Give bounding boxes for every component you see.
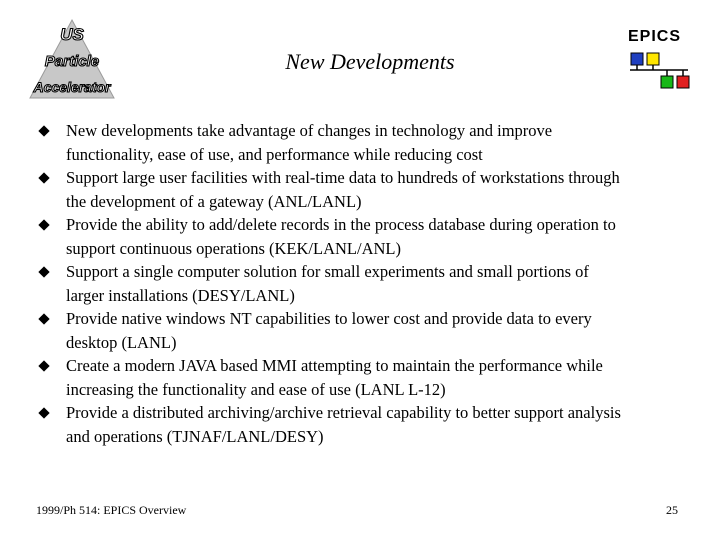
bullet-text: Support a single computer solution for small experiments and small portions of bbox=[66, 262, 589, 281]
footer-course-label: 1999/Ph 514: EPICS Overview bbox=[36, 503, 187, 517]
bullet-item bbox=[38, 166, 688, 213]
bullet-item bbox=[38, 401, 688, 448]
page-number: 25 bbox=[666, 503, 678, 517]
diamond-bullet-icon bbox=[38, 360, 49, 371]
bullet-text: New developments take advantage of changes in technology and improve bbox=[66, 121, 553, 140]
bullet-text: Create a modern JAVA based MMI attempting to maintain the performance while bbox=[66, 356, 603, 375]
bullet-item bbox=[38, 213, 688, 260]
epics-network-icon bbox=[626, 50, 692, 92]
logo-word-accelerator: Accelerator bbox=[33, 79, 111, 95]
diamond-bullet-icon bbox=[38, 407, 49, 418]
node-yellow bbox=[647, 53, 659, 65]
bullet-text: Support large user facilities with real-time data to hundreds of workstations through bbox=[66, 168, 620, 187]
diamond-bullet-icon bbox=[38, 172, 49, 183]
logo-word-particle: Particle bbox=[44, 53, 100, 70]
bullet-text-cont: support continuous operations (KEK/LANL/ANL) bbox=[66, 238, 401, 258]
bullet-text-cont: functionality, ease of use, and performance while reducing cost bbox=[66, 144, 483, 164]
node-green bbox=[661, 76, 673, 88]
bullet-item bbox=[38, 119, 688, 166]
diamond-bullet-icon bbox=[38, 266, 49, 277]
bullet-text-cont: the development of a gateway (ANL/LANL) bbox=[66, 191, 362, 211]
bullet-text-cont: desktop (LANL) bbox=[66, 332, 177, 352]
bullet-text: Provide native windows NT capabilities to lower cost and provide data to every bbox=[66, 309, 592, 328]
logo-word-us: US bbox=[60, 25, 84, 44]
bullet-text-cont: increasing the functionality and ease of use (LANL L-12) bbox=[66, 379, 446, 399]
bullet-list bbox=[38, 119, 688, 448]
bullet-text-cont: and operations (TJNAF/LANL/DESY) bbox=[66, 426, 324, 446]
diamond-bullet-icon bbox=[38, 219, 49, 230]
bullet-item bbox=[38, 307, 688, 354]
diamond-bullet-icon bbox=[38, 125, 49, 136]
epics-label: EPICS bbox=[628, 28, 682, 45]
bullet-text-cont: larger installations (DESY/LANL) bbox=[66, 285, 295, 305]
bullet-text: Provide the ability to add/delete records in the process database during operation to bbox=[66, 215, 616, 234]
bullet-item bbox=[38, 354, 688, 401]
node-blue bbox=[631, 53, 643, 65]
bullet-item bbox=[38, 260, 688, 307]
node-red bbox=[677, 76, 689, 88]
slide-title: New Developments bbox=[285, 49, 455, 74]
bullet-text: Provide a distributed archiving/archive retrieval capability to better support analysis bbox=[66, 403, 621, 422]
diamond-bullet-icon bbox=[38, 313, 49, 324]
